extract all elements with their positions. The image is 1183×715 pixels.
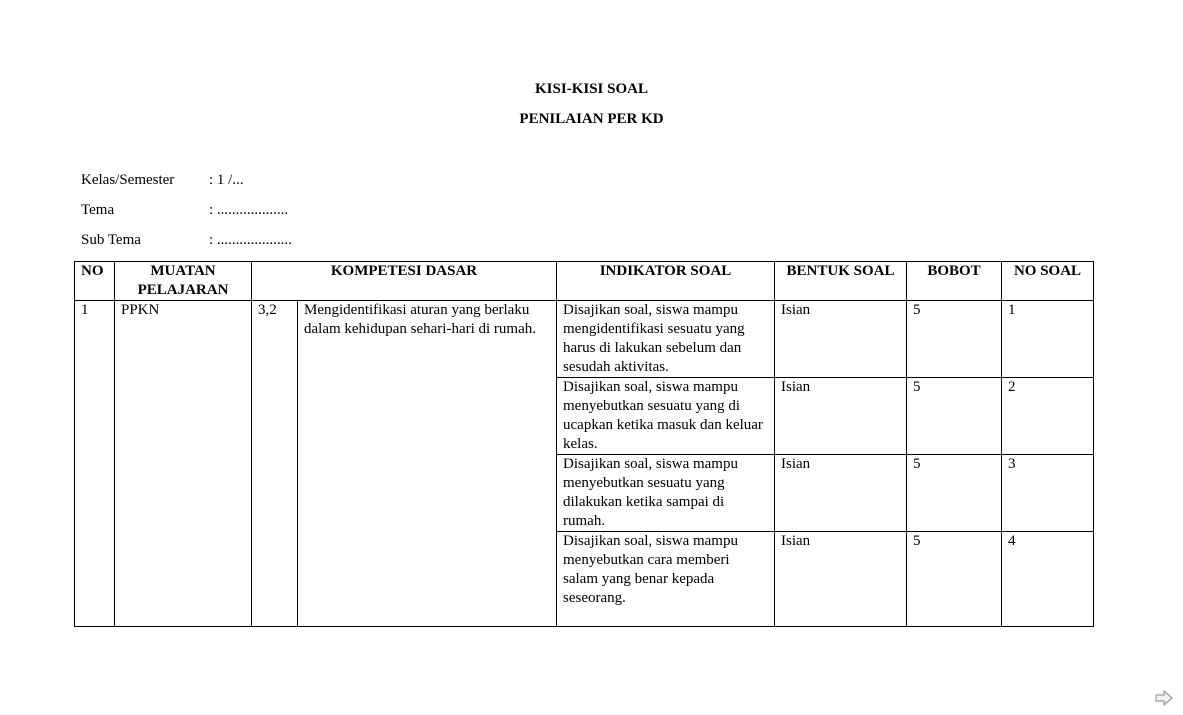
meta-sub-tema xyxy=(81,232,292,249)
cell-no-soal: 3 xyxy=(1002,455,1094,532)
meta-value: : .................... xyxy=(209,232,292,248)
kisi-kisi-table xyxy=(74,261,1094,627)
cell-no-soal: 1 xyxy=(1002,301,1094,378)
header-indikator: INDIKATOR SOAL xyxy=(557,262,775,301)
document-subtitle: PENILAIAN PER KD xyxy=(519,111,664,127)
header-muatan: MUATAN PELAJARAN xyxy=(115,262,252,301)
cell-indikator: Disajikan soal, siswa mampu mengidentifikasi sesuatu yang harus di lakukan sebelum dan sesudah aktivitas. xyxy=(557,301,775,378)
meta-value: : 1 /... xyxy=(209,172,244,188)
cell-indikator: Disajikan soal, siswa mampu menyebutkan sesuatu yang di ucapkan ketika masuk dan keluar kelas. xyxy=(557,378,775,455)
cell-bobot: 5 xyxy=(907,378,1002,455)
header-kompetensi: KOMPETESI DASAR xyxy=(252,262,557,301)
cell-bentuk: Isian xyxy=(775,455,907,532)
header-no: NO xyxy=(75,262,115,301)
meta-value: : ................... xyxy=(209,202,289,218)
cell-no-soal: 4 xyxy=(1002,532,1094,627)
cell-bobot: 5 xyxy=(907,532,1002,627)
arrow-right-icon[interactable] xyxy=(1155,690,1173,706)
document-title: KISI-KISI SOAL xyxy=(535,81,648,97)
cell-muatan: PPKN xyxy=(115,301,252,627)
cell-indikator: Disajikan soal, siswa mampu menyebutkan cara memberi salam yang benar kepada seseorang. xyxy=(557,532,775,627)
header-bobot: BOBOT xyxy=(907,262,1002,301)
table-header-row xyxy=(75,262,1094,301)
cell-kd-code: 3,2 xyxy=(252,301,298,627)
header-bentuk: BENTUK SOAL xyxy=(775,262,907,301)
cell-indikator: Disajikan soal, siswa mampu menyebutkan sesuatu yang dilakukan ketika sampai di rumah. xyxy=(557,455,775,532)
cell-bentuk: Isian xyxy=(775,532,907,627)
cell-kd-text: Mengidentifikasi aturan yang berlaku dalam kehidupan sehari-hari di rumah. xyxy=(298,301,557,627)
header-no-soal: NO SOAL xyxy=(1002,262,1094,301)
cell-bobot: 5 xyxy=(907,455,1002,532)
cell-bentuk: Isian xyxy=(775,378,907,455)
cell-bobot: 5 xyxy=(907,301,1002,378)
meta-label: Sub Tema xyxy=(81,232,141,248)
meta-label: Kelas/Semester xyxy=(81,172,175,188)
meta-kelas-semester xyxy=(81,172,244,189)
cell-no: 1 xyxy=(75,301,115,627)
cell-bentuk: Isian xyxy=(775,301,907,378)
cell-no-soal: 2 xyxy=(1002,378,1094,455)
table-row xyxy=(75,301,1094,378)
meta-label: Tema xyxy=(81,202,115,218)
meta-tema xyxy=(81,202,288,219)
